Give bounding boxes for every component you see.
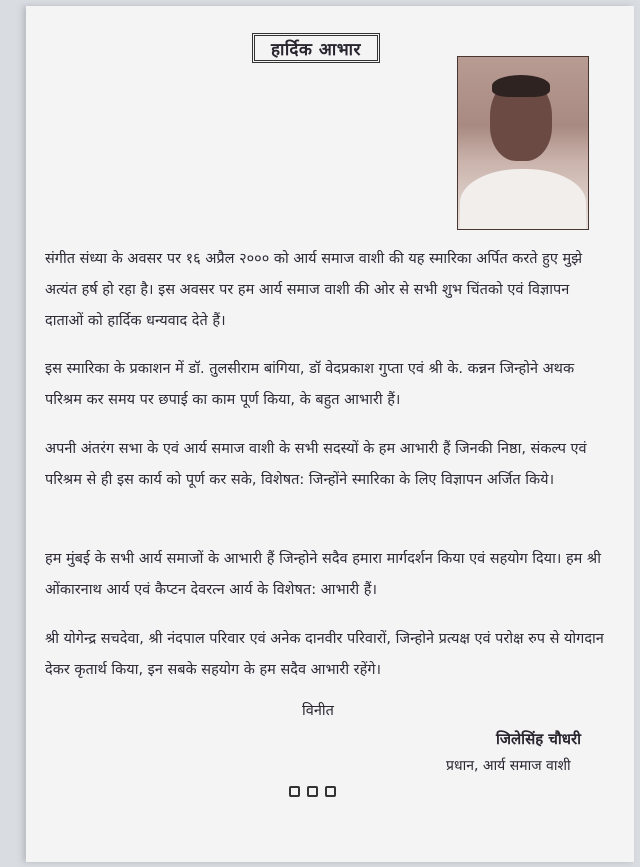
paragraph-1: संगीत संध्या के अवसर पर १६ अप्रैल २००० को आर्य समाज वाशी की यह स्मारिका अर्पित करते हुए मुझे अत्यंत हर्ष हो रहा है। इस अवसर पर हम आर्य समाज वाशी की ओर से सभी शुभ चिंतको एवं विज्ञापन दाताओं को हार्दिक धन्यवाद देते हैं। [45, 251, 583, 329]
document-page [26, 6, 634, 862]
portrait-shirt [460, 169, 586, 230]
paragraph-2: इस स्मारिका के प्रकाशन में डॉ. तुलसीराम बांगिया, डॉ वेदप्रकाश गुप्ता एवं श्री के. कन्नन जिन्होने अथक परिश्रम कर समय पर छपाई का काम पूर्ण किया, के बहुत आभारी हैं। [45, 361, 575, 408]
footer-square-icon [325, 786, 336, 797]
paragraph-4: हम मुंबई के सभी आर्य समाजों के आभारी हैं जिन्होने सदैव हमारा मार्गदर्शन किया एवं सहयोग दिया। हम श्री ओंकारनाथ आर्य एवं कैप्टन देवरत्न आर्य के विशेषत: आभारी हैं। [45, 551, 601, 598]
portrait-photo [457, 56, 589, 230]
footer-marks [289, 786, 336, 797]
footer-square-icon [289, 786, 300, 797]
paragraph-3: अपनी अंतरंग सभा के एवं आर्य समाज वाशी के सभी सदस्यों के हम आभारी हैं जिनकी निष्ठा, संकल्प एवं परिश्रम से ही इस कार्य को पूर्ण कर सके, विशेषत: जिन्होंने स्मारिका के लिए विज्ञापन अर्जित किये। [45, 441, 587, 488]
portrait-hair [492, 75, 550, 97]
signatory-name: जिलेसिंह चौधरी [496, 730, 582, 748]
paragraph-5: श्री योगेन्द्र सचदेवा, श्री नंदपाल परिवार एवं अनेक दानवीर परिवारों, जिन्होने प्रत्यक्ष एवं परोक्ष रुप से योगदान देकर कृतार्थ किया, इन सबके सहयोग के हम सदैव आभारी रहेंगे। [45, 631, 604, 678]
footer-square-icon [307, 786, 318, 797]
closing-word: विनीत [302, 703, 334, 719]
page-heading: हार्दिक आभार [252, 33, 380, 63]
signatory-designation: प्रधान, आर्य समाज वाशी [446, 758, 571, 774]
